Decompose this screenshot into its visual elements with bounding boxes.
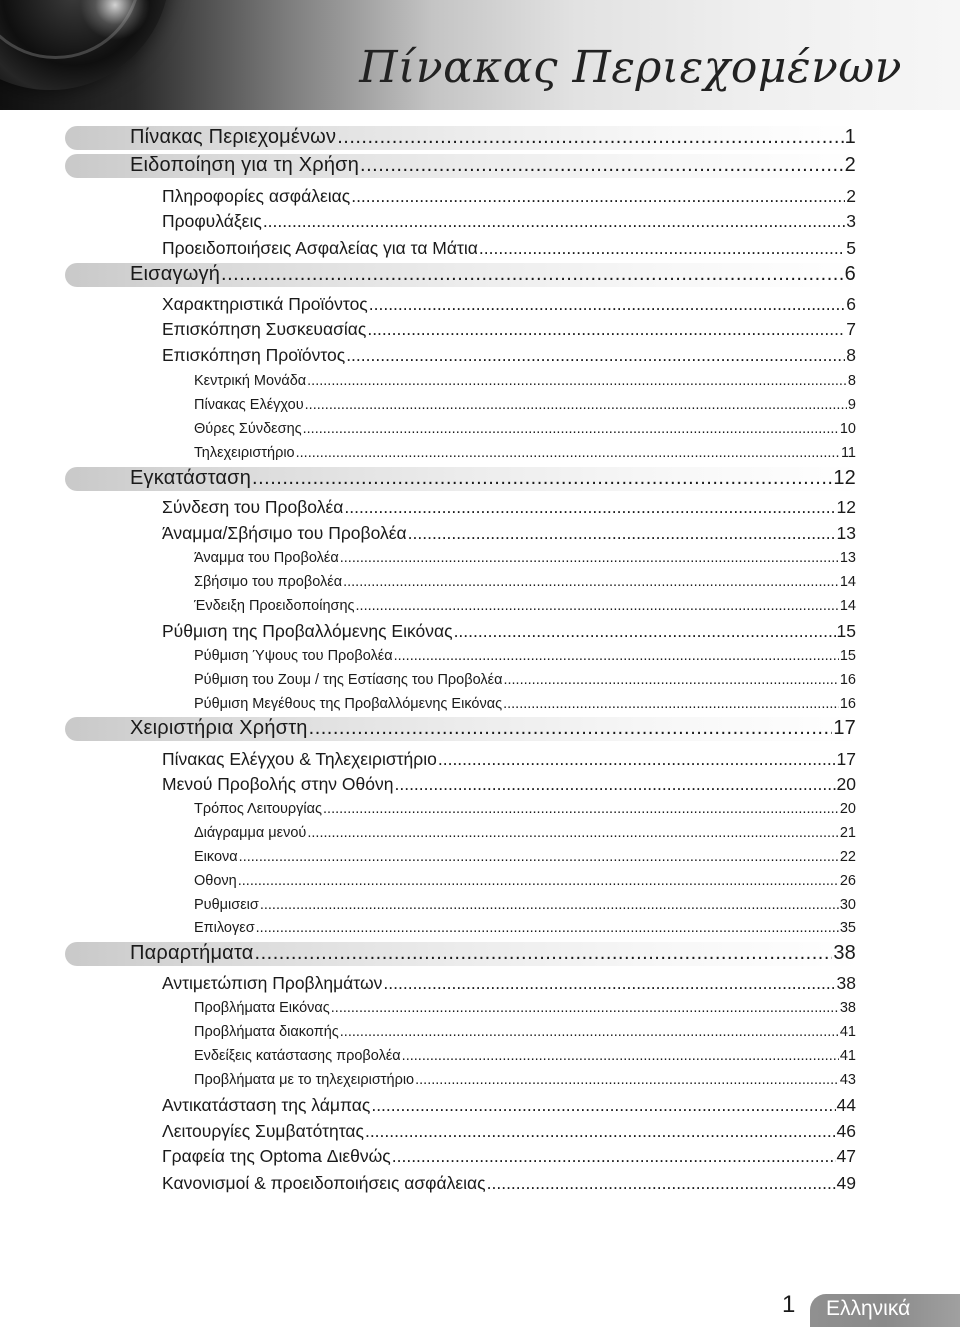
toc-entry-label: Ειδοποίηση για τη Χρήση — [130, 154, 360, 176]
toc-entry-page: 35 — [839, 920, 856, 936]
toc-entry-label: Λειτουργίες Συμβατότητας — [162, 1121, 364, 1141]
dot-leader — [239, 849, 839, 865]
toc-entry-page: 30 — [839, 897, 856, 913]
toc-entry-label: Μενού Προβολής στην Οθόνη — [162, 774, 394, 794]
toc-entry[interactable] — [162, 523, 856, 544]
toc-entry-label: Κεντρική Μονάδα — [194, 373, 307, 389]
toc-entry[interactable] — [162, 186, 856, 207]
toc-entry-page: 14 — [839, 598, 856, 614]
header-banner — [0, 0, 960, 110]
toc-entry-page: 5 — [846, 238, 856, 258]
dot-leader — [255, 942, 833, 965]
toc-section-entry[interactable] — [130, 154, 856, 177]
toc-entry-page: 14 — [839, 574, 856, 590]
toc-entry-page: 7 — [846, 319, 856, 339]
toc-entry-label: Εγκατάσταση — [130, 467, 252, 489]
dot-leader — [383, 973, 835, 994]
dot-leader — [221, 263, 844, 286]
toc-entry-page: 26 — [839, 873, 856, 889]
dot-leader — [394, 774, 835, 795]
dot-leader — [371, 1095, 835, 1116]
toc-entry[interactable] — [162, 294, 856, 315]
dot-leader — [360, 154, 844, 177]
toc-entry-page: 16 — [839, 696, 856, 712]
toc-entry-page: 6 — [844, 263, 856, 285]
toc-entry-page: 12 — [836, 497, 856, 517]
dot-leader — [337, 126, 843, 149]
toc-subentry[interactable] — [194, 696, 856, 712]
toc-subentry[interactable] — [194, 421, 856, 437]
toc-entry-label: Ρυθμισεισ — [194, 897, 259, 913]
toc-entry-label: Χαρακτηριστικά Προϊόντος — [162, 294, 368, 314]
toc-entry-label: Παραρτήματα — [130, 942, 254, 964]
toc-entry-label: Κανονισμοί & προειδοποιήσεις ασφάλειας — [162, 1173, 486, 1193]
toc-section-entry[interactable] — [130, 717, 856, 740]
toc-entry-page: 3 — [846, 211, 856, 231]
toc-entry-label: Τρόπος Λειτουργίας — [194, 801, 323, 817]
toc-section-entry[interactable] — [130, 126, 856, 149]
toc-entry-label: Εισαγωγή — [130, 263, 221, 285]
toc-entry-label: Επιλογεσ — [194, 920, 255, 936]
toc-entry-label: Θύρες Σύνδεσης — [194, 421, 302, 437]
toc-subentry[interactable] — [194, 574, 856, 590]
dot-leader — [408, 523, 836, 544]
page-title: Πίνακας Περιεχομένων — [359, 42, 902, 93]
toc-entry[interactable] — [162, 238, 856, 259]
toc-entry-label: Άναμμα του Προβολέα — [194, 550, 339, 566]
toc-entry-label: Διάγραμμα μενού — [194, 825, 307, 841]
toc-entry-label: Ρύθμιση Ύψους του Προβολέα — [194, 648, 393, 664]
toc-entry-page: 1 — [844, 126, 856, 148]
toc-entry-page: 38 — [833, 942, 856, 964]
dot-leader — [392, 1146, 836, 1167]
dot-leader — [479, 238, 845, 259]
toc-subentry[interactable] — [194, 873, 856, 889]
toc-subentry[interactable] — [194, 373, 856, 389]
toc-entry-label: Προβλήματα διακοπής — [194, 1024, 339, 1040]
toc-entry-page: 41 — [839, 1048, 856, 1064]
dot-leader — [307, 825, 839, 841]
toc-subentry[interactable] — [194, 445, 856, 461]
toc-entry-page: 38 — [836, 973, 856, 993]
toc-entry-label: Προφυλάξεις — [162, 211, 262, 231]
dot-leader — [256, 920, 839, 936]
toc-section-entry[interactable] — [130, 467, 856, 490]
toc-entry-page: 17 — [833, 717, 856, 739]
toc-entry-page: 41 — [839, 1024, 856, 1040]
toc-entry-label: Αντικατάσταση της λάμπας — [162, 1095, 371, 1115]
dot-leader — [252, 467, 832, 490]
toc-entry[interactable] — [162, 319, 856, 340]
dot-leader — [356, 598, 839, 614]
dot-leader — [351, 186, 845, 207]
toc-entry[interactable] — [162, 1095, 856, 1116]
toc-subentry[interactable] — [194, 1072, 856, 1088]
dot-leader — [305, 397, 847, 413]
dot-leader — [415, 1072, 839, 1088]
toc-section-entry[interactable] — [130, 942, 856, 965]
dot-leader — [260, 897, 839, 913]
toc-entry[interactable] — [162, 621, 856, 642]
toc-entry[interactable] — [162, 1173, 856, 1194]
toc-subentry[interactable] — [194, 920, 856, 936]
dot-leader — [309, 717, 833, 740]
toc-subentry[interactable] — [194, 849, 856, 865]
toc-entry-label: Ρύθμιση Μεγέθους της Προβαλλόμενης Εικόνας — [194, 696, 503, 712]
toc-entry-label: Τηλεχειριστήριο — [194, 445, 295, 461]
toc-subentry[interactable] — [194, 550, 856, 566]
toc-entry-label: Πίνακας Ελέγχου & Τηλεχειριστήριο — [162, 749, 437, 769]
toc-entry-label: Προβλήματα Εικόνας — [194, 1000, 330, 1016]
toc-subentry[interactable] — [194, 801, 856, 817]
dot-leader — [346, 345, 845, 366]
toc-entry[interactable] — [162, 497, 856, 518]
toc-entry-label: Προβλήματα με το τηλεχειριστήριο — [194, 1072, 415, 1088]
toc-entry[interactable] — [162, 345, 856, 366]
toc-entry-label: Επισκόπηση Προϊόντος — [162, 345, 346, 365]
toc-entry-page: 38 — [839, 1000, 856, 1016]
toc-entry-page: 20 — [836, 774, 856, 794]
toc-entry-page: 15 — [839, 648, 856, 664]
toc-entry[interactable] — [162, 774, 856, 795]
toc-subentry[interactable] — [194, 1048, 856, 1064]
toc-entry-label: Εικονα — [194, 849, 238, 865]
dot-leader — [487, 1173, 836, 1194]
toc-entry-label: Οθονη — [194, 873, 237, 889]
toc-entry-page: 9 — [847, 397, 856, 413]
toc-subentry[interactable] — [194, 672, 856, 688]
toc-entry-page: 20 — [839, 801, 856, 817]
toc-entry-page: 8 — [847, 373, 856, 389]
toc-entry-page: 46 — [836, 1121, 856, 1141]
toc-entry-page: 43 — [839, 1072, 856, 1088]
dot-leader — [303, 421, 839, 437]
toc-entry[interactable] — [162, 1121, 856, 1142]
toc-entry-page: 44 — [836, 1095, 856, 1115]
dot-leader — [296, 445, 840, 461]
toc-entry-label: Ρύθμιση της Προβαλλόμενης Εικόνας — [162, 621, 453, 641]
toc-entry[interactable] — [162, 1146, 856, 1167]
toc-entry-page: 2 — [844, 154, 856, 176]
toc-entry-label: Ενδείξεις κατάστασης προβολέα — [194, 1048, 401, 1064]
toc-entry-label: Άναμμα/Σβήσιμο του Προβολέα — [162, 523, 407, 543]
toc-entry-page: 12 — [833, 467, 856, 489]
toc-subentry[interactable] — [194, 1000, 856, 1016]
dot-leader — [331, 1000, 839, 1016]
toc-entry-page: 15 — [836, 621, 856, 641]
dot-leader — [343, 574, 839, 590]
toc-entry-label: Πίνακας Περιεχομένων — [130, 126, 337, 148]
toc-entry-page: 13 — [839, 550, 856, 566]
toc-entry-label: Πληροφορίες ασφάλειας — [162, 186, 351, 206]
toc-subentry[interactable] — [194, 397, 856, 413]
toc-entry-page: 13 — [836, 523, 856, 543]
dot-leader — [340, 1024, 839, 1040]
dot-leader — [438, 749, 836, 770]
toc-subentry[interactable] — [194, 1024, 856, 1040]
dot-leader — [307, 373, 847, 389]
dot-leader — [503, 696, 839, 712]
toc-entry-page: 2 — [846, 186, 856, 206]
toc-entry-page: 47 — [836, 1146, 856, 1166]
toc-subentry[interactable] — [194, 648, 856, 664]
page-number: 1 — [782, 1291, 796, 1318]
toc-entry-label: Πίνακας Ελέγχου — [194, 397, 304, 413]
dot-leader — [263, 211, 845, 232]
toc-entry-label: Προειδοποιήσεις Ασφαλείας για τα Μάτια — [162, 238, 478, 258]
toc-entry-page: 16 — [839, 672, 856, 688]
toc-entry[interactable] — [162, 973, 856, 994]
toc-entry[interactable] — [162, 749, 856, 770]
toc-entry-label: Ρύθμιση του Ζουμ / της Εστίασης του Προβολέα — [194, 672, 503, 688]
dot-leader — [367, 319, 845, 340]
dot-leader — [340, 550, 839, 566]
toc-entry-page: 22 — [839, 849, 856, 865]
toc-entry-label: Σβήσιμο του προβολέα — [194, 574, 343, 590]
language-label: Ελληνικά — [826, 1297, 911, 1320]
toc-entry-page: 11 — [840, 445, 856, 461]
toc-subentry[interactable] — [194, 897, 856, 913]
toc-entry-page: 8 — [846, 345, 856, 365]
dot-leader — [344, 497, 835, 518]
dot-leader — [323, 801, 839, 817]
dot-leader — [365, 1121, 836, 1142]
toc-entry-page: 21 — [839, 825, 856, 841]
toc-subentry[interactable] — [194, 825, 856, 841]
dot-leader — [369, 294, 846, 315]
toc-entry-page: 6 — [846, 294, 856, 314]
toc-entry-page: 10 — [839, 421, 856, 437]
toc-entry-label: Αντιμετώπιση Προβλημάτων — [162, 973, 383, 993]
toc-entry-page: 49 — [836, 1173, 856, 1193]
toc-entry-label: Σύνδεση του Προβολέα — [162, 497, 344, 517]
dot-leader — [402, 1048, 839, 1064]
dot-leader — [394, 648, 839, 664]
toc-subentry[interactable] — [194, 598, 856, 614]
toc-entry-label: Ένδειξη Προειδοποίησης — [194, 598, 355, 614]
dot-leader — [238, 873, 839, 889]
toc-section-entry[interactable] — [130, 263, 856, 286]
toc-entry[interactable] — [162, 211, 856, 232]
toc-entry-label: Γραφεία της Optoma Διεθνώς — [162, 1146, 391, 1166]
toc-entry-label: Επισκόπηση Συσκευασίας — [162, 319, 367, 339]
toc-entry-label: Χειριστήρια Χρήστη — [130, 717, 308, 739]
toc-entry-page: 17 — [836, 749, 856, 769]
dot-leader — [503, 672, 838, 688]
dot-leader — [454, 621, 836, 642]
